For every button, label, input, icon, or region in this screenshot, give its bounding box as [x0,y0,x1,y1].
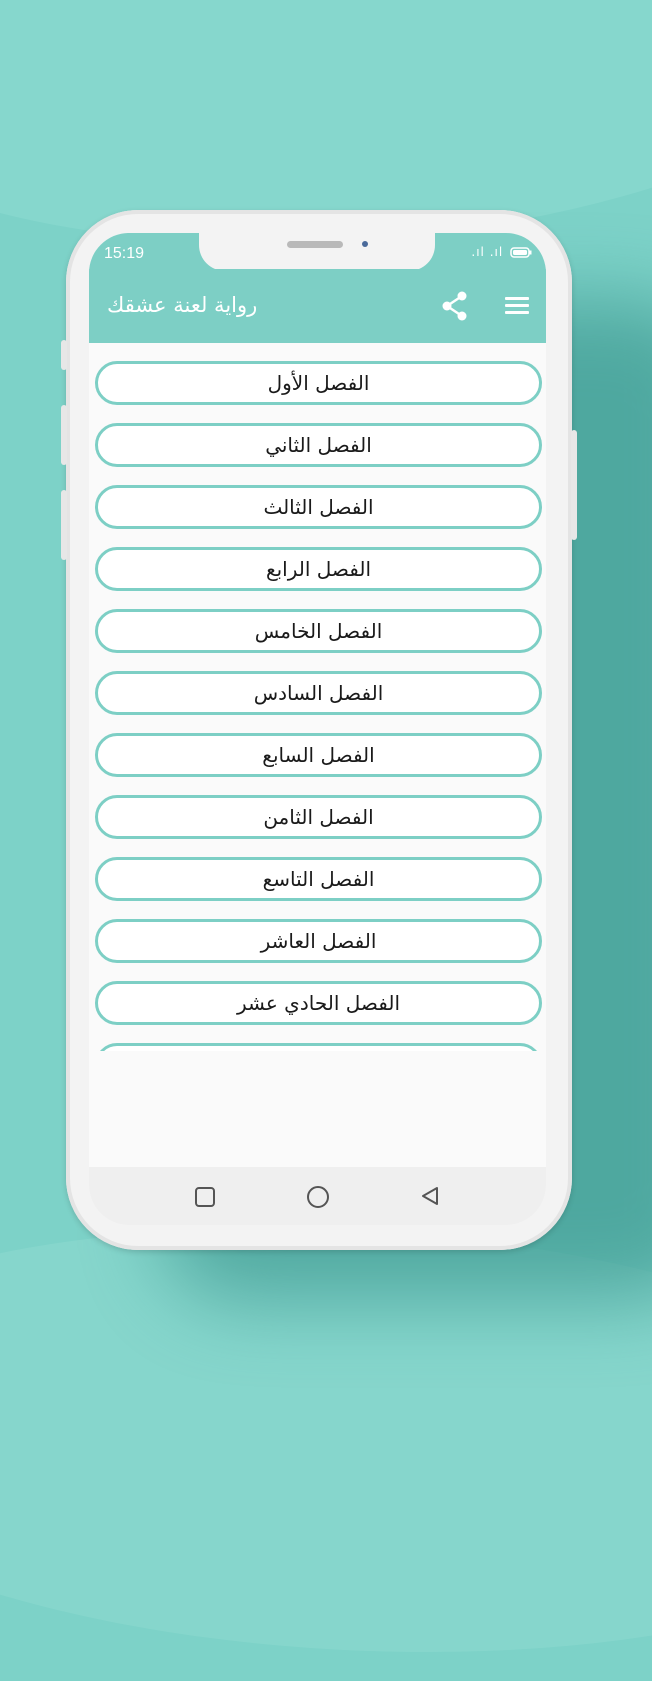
navigation-bar [89,1167,546,1225]
share-icon[interactable] [441,291,469,321]
chapter-button[interactable]: الفصل الخامس [95,609,542,653]
chapter-button[interactable]: الفصل السادس [95,671,542,715]
chapter-button[interactable]: الفصل السابع [95,733,542,777]
chapter-button[interactable]: الفصل الثالث [95,485,542,529]
front-camera [362,241,368,247]
menu-icon[interactable] [505,297,529,315]
chapter-list [89,361,546,1051]
home-icon[interactable] [307,1186,329,1208]
status-time: 15:19 [104,245,145,262]
volume-button [61,340,67,370]
power-button [571,430,577,540]
chapter-button[interactable]: الفصل الأول [95,361,542,405]
phone-screen [89,233,546,1225]
chapter-button[interactable]: الفصل الثاني [95,423,542,467]
chapter-button[interactable]: الفصل الثامن [95,795,542,839]
back-icon[interactable] [419,1185,441,1207]
chapter-button[interactable]: الفصل الرابع [95,547,542,591]
app-title: رواية لعنة عشقك [107,293,258,317]
chapter-button[interactable]: الفصل العاشر [95,919,542,963]
signal-icon: .ıl .ıl [471,245,504,259]
phone-notch [199,233,435,271]
signal-battery-icons [471,245,532,259]
app-bar [89,269,546,343]
chapter-button-partial[interactable] [95,1043,542,1051]
battery-icon [510,247,532,258]
chapter-button[interactable]: الفصل الحادي عشر [95,981,542,1025]
chapter-button[interactable]: الفصل التاسع [95,857,542,901]
volume-down-button [61,405,67,465]
recents-icon[interactable] [195,1187,215,1207]
speaker [287,241,343,248]
side-button [61,490,67,560]
